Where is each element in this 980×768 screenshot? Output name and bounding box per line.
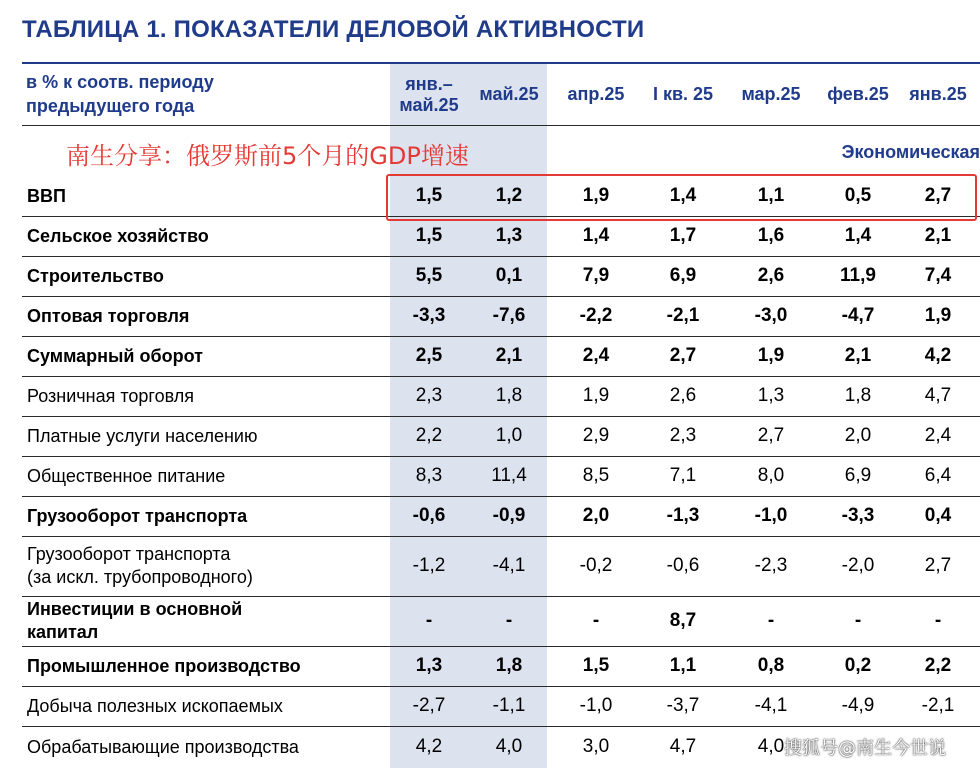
row-label — [27, 385, 194, 408]
table-row — [22, 416, 980, 456]
table-cell: 1,6 — [757, 225, 785, 246]
table-cell: -0,9 — [492, 505, 526, 526]
row-label-line: капитал — [27, 622, 99, 642]
table-cell: -1,1 — [492, 695, 526, 716]
table-cell: 0,5 — [844, 185, 872, 206]
table-cell: - — [425, 610, 433, 631]
table-cell: 2,0 — [582, 505, 610, 526]
section-label: Экономическая — [841, 142, 980, 162]
table-cell: 4,2 — [924, 345, 952, 366]
row-label — [27, 736, 299, 759]
column-header-line: фев.25 — [827, 84, 889, 104]
table-cell: 1,4 — [844, 225, 872, 246]
column-header-line: I кв. 25 — [652, 84, 714, 104]
table-cell: 1,2 — [495, 185, 523, 206]
table-cell: 1,5 — [582, 655, 610, 676]
table-cell: - — [767, 610, 775, 631]
column-header-line: май.25 — [479, 84, 539, 104]
table-cell: 0,4 — [924, 505, 952, 526]
table-cell: 1,9 — [924, 305, 952, 326]
table-cell: 8,0 — [757, 465, 785, 486]
row-label — [27, 265, 164, 288]
table-cell: 4,2 — [415, 736, 443, 757]
table-cell: 2,1 — [844, 345, 872, 366]
table-row — [22, 216, 980, 256]
row-label-line: Розничная торговля — [27, 386, 194, 406]
row-label — [27, 598, 242, 644]
table-cell: 2,6 — [669, 385, 697, 406]
table-row — [22, 456, 980, 496]
table-cell: 2,7 — [757, 425, 785, 446]
title-divider — [22, 62, 980, 64]
table-cell: 1,9 — [757, 345, 785, 366]
table-cell: -4,1 — [492, 555, 526, 576]
row-label-line: Грузооборот транспорта — [27, 544, 231, 564]
table-row — [22, 336, 980, 376]
table-cell: 2,3 — [415, 385, 443, 406]
annotation-note: 南生分享：俄罗斯前5个月的GDP增速 — [66, 142, 469, 170]
column-header — [726, 84, 816, 105]
table-cell: 8,5 — [582, 465, 610, 486]
table-cell: 3,0 — [582, 736, 610, 757]
table-cell: 2,2 — [924, 655, 952, 676]
table-row — [22, 376, 980, 416]
table-cell: -2,3 — [754, 555, 788, 576]
column-header-line: май.25 — [399, 95, 459, 115]
table-cell: 1,8 — [844, 385, 872, 406]
table-cell: 1,0 — [495, 425, 523, 446]
row-label — [27, 345, 203, 368]
table-cell: 2,7 — [924, 185, 952, 206]
table-row — [22, 596, 980, 646]
table-title: ТАБЛИЦА 1. ПОКАЗАТЕЛИ ДЕЛОВОЙ АКТИВНОСТИ — [22, 16, 645, 43]
table-cell: 4,0 — [757, 736, 785, 757]
table-cell: 2,0 — [844, 425, 872, 446]
table-cell: 8,3 — [415, 465, 443, 486]
table-cell: -0,6 — [412, 505, 446, 526]
table-cell: 1,4 — [669, 185, 697, 206]
table-cell: 1,8 — [495, 385, 523, 406]
table-cell: 2,4 — [582, 345, 610, 366]
table-cell: 2,7 — [669, 345, 697, 366]
table-cell: 7,4 — [924, 265, 952, 286]
row-label — [27, 225, 209, 248]
table-cell: 2,4 — [924, 425, 952, 446]
column-header-line: янв.25 — [909, 84, 967, 104]
table-cell: 4,7 — [669, 736, 697, 757]
table-cell: 1,1 — [669, 655, 697, 676]
table-cell: 2,6 — [757, 265, 785, 286]
table-row — [22, 496, 980, 536]
table-cell: 0,8 — [757, 655, 785, 676]
header-label-line-2: предыдущего года — [26, 96, 195, 116]
table-cell: 1,1 — [757, 185, 785, 206]
table-cell: -0,6 — [666, 555, 700, 576]
table-cell: 1,3 — [415, 655, 443, 676]
table-cell: - — [592, 610, 600, 631]
table-cell: 7,1 — [669, 465, 697, 486]
column-header — [551, 84, 641, 105]
table-cell: -3,3 — [841, 505, 875, 526]
row-label-line: Обрабатывающие производства — [27, 737, 299, 757]
table-cell: -1,0 — [579, 695, 613, 716]
table-cell: - — [505, 610, 513, 631]
row-label-line: Платные услуги населению — [27, 426, 258, 446]
column-header — [638, 84, 728, 105]
table-cell: -1,0 — [754, 505, 788, 526]
table-cell: 1,5 — [415, 225, 443, 246]
row-label-line: (за искл. трубопроводного) — [27, 567, 253, 587]
row-label — [27, 425, 257, 448]
table-cell: 6,9 — [669, 265, 697, 286]
row-label-line: Промышленное производство — [27, 656, 301, 676]
table-cell: 2,5 — [415, 345, 443, 366]
column-header-line: апр.25 — [567, 84, 625, 104]
table-cell: 2,2 — [415, 425, 443, 446]
table-row — [22, 646, 980, 686]
row-label-line: Добыча полезных ископаемых — [27, 696, 283, 716]
table-cell: -0,2 — [579, 555, 613, 576]
table-row — [22, 536, 980, 596]
table-cell: 4,7 — [924, 385, 952, 406]
row-label-line: Суммарный оборот — [27, 346, 203, 366]
table-cell: 1,5 — [415, 185, 443, 206]
column-header-line: мар.25 — [741, 84, 801, 104]
header-label-line-1: в % к соотв. периоду — [26, 72, 214, 92]
table-cell: -1,2 — [412, 555, 446, 576]
row-label — [27, 695, 283, 718]
table-cell: 1,7 — [669, 225, 697, 246]
table-cell: 0,1 — [495, 265, 523, 286]
table-cell: 0,2 — [844, 655, 872, 676]
row-label — [27, 185, 66, 208]
row-label-line: Оптовая торговля — [27, 306, 190, 326]
table-cell: 4,0 — [495, 736, 523, 757]
table-cell: -7,6 — [492, 305, 526, 326]
table-cell: 5,5 — [415, 265, 443, 286]
column-header — [464, 84, 554, 105]
row-label-line: ВВП — [27, 186, 66, 206]
table-cell: 11,4 — [491, 465, 527, 486]
header-label — [26, 70, 214, 118]
table-cell: 1,3 — [757, 385, 785, 406]
column-header-line: янв.– — [405, 74, 453, 94]
table-cell: -3,0 — [754, 305, 788, 326]
table-cell: 2,7 — [924, 555, 952, 576]
row-label-line: Грузооборот транспорта — [27, 506, 248, 526]
table-cell: 2,1 — [924, 225, 952, 246]
table-cell: 1,9 — [582, 385, 610, 406]
row-label — [27, 655, 301, 678]
table-cell: 1,9 — [582, 185, 610, 206]
table-cell: -2,2 — [579, 305, 613, 326]
table-cell: 7,9 — [582, 265, 610, 286]
watermark: 搜狐号@南生今世说 — [784, 738, 946, 759]
column-header — [893, 84, 980, 105]
row-label — [27, 543, 253, 589]
table-cell: 2,9 — [582, 425, 610, 446]
table-cell: 8,7 — [669, 610, 697, 631]
table-cell: -3,7 — [666, 695, 700, 716]
row-label-line: Инвестиции в основной — [27, 599, 243, 619]
table-cell: 2,1 — [495, 345, 523, 366]
row-label — [27, 465, 225, 488]
row-label — [27, 305, 189, 328]
column-header — [813, 84, 903, 105]
table-cell: -2,1 — [666, 305, 700, 326]
row-label-line: Сельское хозяйство — [27, 226, 209, 246]
table-cell: -4,1 — [754, 695, 788, 716]
header-divider — [22, 125, 980, 126]
table-cell: 6,9 — [844, 465, 872, 486]
table-row — [22, 296, 980, 336]
row-label — [27, 505, 247, 528]
table-cell: 6,4 — [924, 465, 952, 486]
gdp-highlight-box — [386, 174, 977, 221]
table-cell: 1,4 — [582, 225, 610, 246]
row-label-line: Общественное питание — [27, 466, 226, 486]
table-cell: -4,7 — [841, 305, 875, 326]
table-row — [22, 256, 980, 296]
table-cell: 11,9 — [840, 265, 876, 286]
table-cell: 2,3 — [669, 425, 697, 446]
table-cell: 1,3 — [495, 225, 523, 246]
table-cell: - — [854, 610, 862, 631]
table-cell: -4,9 — [841, 695, 875, 716]
table-cell: -2,1 — [921, 695, 955, 716]
table-cell: - — [934, 610, 942, 631]
table-cell: -1,3 — [666, 505, 700, 526]
table-cell: -2,7 — [412, 695, 446, 716]
column-header — [384, 74, 474, 116]
table-cell: -2,0 — [841, 555, 875, 576]
table-cell: 1,8 — [495, 655, 523, 676]
table-row — [22, 686, 980, 726]
table-cell: -3,3 — [412, 305, 446, 326]
row-label-line: Строительство — [27, 266, 164, 286]
